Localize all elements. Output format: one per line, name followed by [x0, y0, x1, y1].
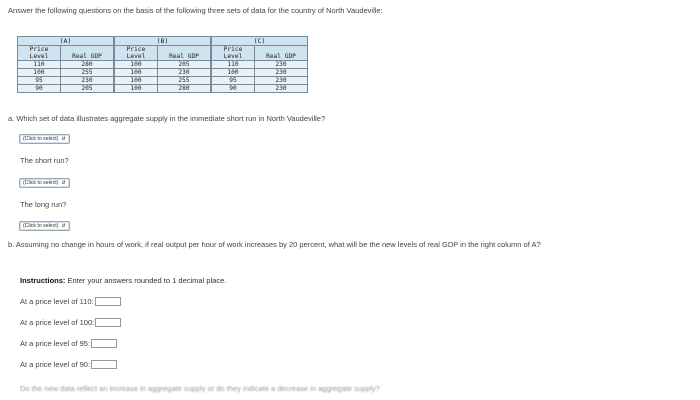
answer-input-90[interactable]: [91, 360, 117, 369]
price-row-label: At a price level of 100:: [20, 318, 95, 327]
cell: 205: [158, 61, 211, 69]
table-b-grid: [114, 45, 211, 93]
question-b: b. Assuming no change in hours of work, if real output per hour of work increases by 20 percent, what will be the new levels of real GDP in the right column of A?: [8, 240, 541, 249]
table-row: [18, 69, 114, 77]
table-b: [114, 36, 211, 93]
price-row-100: [20, 318, 121, 327]
cell: 230: [255, 77, 308, 85]
answer-input-100[interactable]: [95, 318, 121, 327]
select-placeholder: (Click to select): [23, 136, 59, 142]
cell: 100: [115, 77, 158, 85]
price-row-110: [20, 297, 121, 306]
cell: 100: [115, 69, 158, 77]
cell: 255: [61, 69, 114, 77]
question-a: a. Which set of data illustrates aggregate supply in the immediate short run in North Vaudeville?: [8, 114, 326, 123]
cell: 90: [212, 85, 255, 93]
table-c-grid: [211, 45, 308, 93]
table-row: [115, 85, 211, 93]
short-run-label: The short run?: [20, 156, 69, 165]
select-placeholder: (Click to select): [23, 223, 59, 229]
cell: 95: [18, 77, 61, 85]
long-run-select[interactable]: [19, 221, 70, 231]
cell: 100: [212, 69, 255, 77]
answer-input-95[interactable]: [91, 339, 117, 348]
intro-text: Answer the following questions on the basis of the following three sets of data for the country of North Vaudeville:: [8, 6, 383, 15]
table-row: [18, 61, 114, 69]
cell: 230: [61, 77, 114, 85]
table-row: [212, 61, 308, 69]
table-row: [212, 85, 308, 93]
cell: 110: [18, 61, 61, 69]
table-c: [211, 36, 308, 93]
updown-arrow-icon: ⇵: [61, 136, 66, 142]
instructions: [20, 276, 226, 285]
price-level-header: Price Level: [212, 46, 255, 61]
cell: 95: [212, 77, 255, 85]
table-row: [212, 69, 308, 77]
instructions-text: Enter your answers rounded to 1 decimal place.: [65, 276, 227, 285]
price-row-label: At a price level of 110:: [20, 297, 94, 306]
cell: 205: [61, 85, 114, 93]
select-placeholder: (Click to select): [23, 180, 59, 186]
cell: 255: [158, 77, 211, 85]
immediate-short-run-select[interactable]: [19, 134, 70, 144]
table-row: [115, 69, 211, 77]
cell: 230: [255, 61, 308, 69]
updown-arrow-icon: ⇵: [61, 223, 66, 229]
real-gdp-header: Real GDP: [255, 46, 308, 61]
table-c-label: (C): [211, 36, 308, 45]
short-run-select[interactable]: [19, 178, 70, 188]
table-a: [17, 36, 114, 93]
next-question-cutoff: Do the new data reflect an increase in aggregate supply or do they indicate a decrease in aggregate supply?: [20, 384, 380, 393]
table-row: [115, 61, 211, 69]
cell: 100: [115, 61, 158, 69]
cell: 230: [158, 69, 211, 77]
table-row: [18, 77, 114, 85]
table-b-label: (B): [114, 36, 211, 45]
updown-arrow-icon: ⇵: [61, 180, 66, 186]
table-row: [212, 77, 308, 85]
cell: 230: [255, 85, 308, 93]
table-row: [18, 85, 114, 93]
cell: 280: [61, 61, 114, 69]
data-tables: [17, 36, 308, 93]
price-row-95: [20, 339, 117, 348]
price-level-header: Price Level: [115, 46, 158, 61]
real-gdp-header: Real GDP: [61, 46, 114, 61]
cell: 90: [18, 85, 61, 93]
real-gdp-header: Real GDP: [158, 46, 211, 61]
long-run-label: The long run?: [20, 200, 67, 209]
answer-input-110[interactable]: [95, 297, 121, 306]
cell: 110: [212, 61, 255, 69]
table-a-grid: [17, 45, 114, 93]
instructions-label: Instructions:: [20, 276, 66, 285]
table-row: [115, 77, 211, 85]
cell: 230: [255, 69, 308, 77]
cell: 100: [18, 69, 61, 77]
price-row-label: At a price level of 95:: [20, 339, 91, 348]
price-row-label: At a price level of 90:: [20, 360, 91, 369]
cell: 280: [158, 85, 211, 93]
price-level-header: Price Level: [18, 46, 61, 61]
price-row-90: [20, 360, 117, 369]
table-a-label: (A): [17, 36, 114, 45]
cell: 100: [115, 85, 158, 93]
